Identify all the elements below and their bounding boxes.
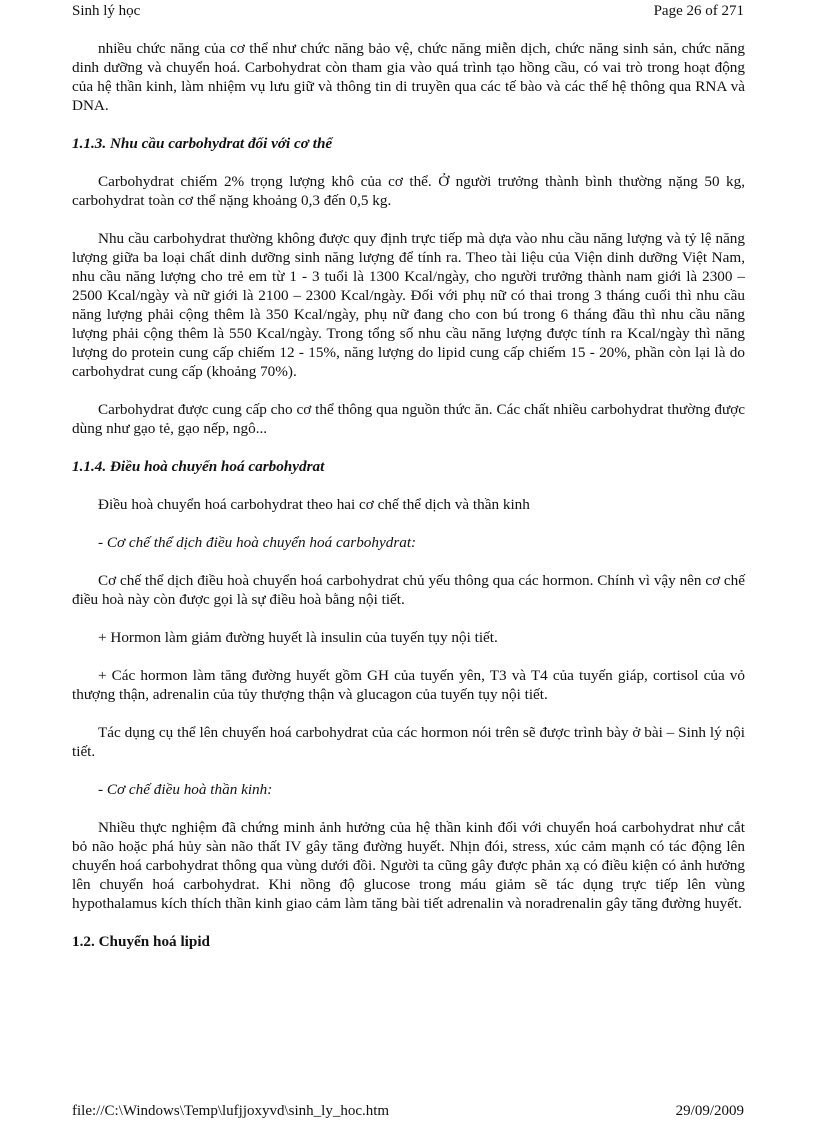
page-footer <box>72 1103 744 1123</box>
paragraph: Nhu cầu carbohydrat thường không được quy định trực tiếp mà dựa vào nhu cầu năng lượng và tỷ lệ năng lượng giữa ba loại chất dinh dưỡng sinh năng lượng để tính ra. Theo tài liệu của Viện dinh dưỡng Việt Nam, nhu cầu năng lượng cho trẻ em từ 1 - 3 tuổi là 1300 Kcal/ngày, cho người trưởng thành nam giới là 2300 – 2500 Kcal/ngày và nữ giới là 2100 – 2300 Kcal/ngày. Đối với phụ nữ có thai trong 3 tháng cuối thì nhu cầu năng lượng phải cộng thêm là 350 Kcal/ngày, phụ nữ đang cho con bú trong 6 tháng đầu thì nhu cầu năng lượng phải cộng thêm là 550 Kcal/ngày. Trong tổng số nhu cầu năng lượng được tính ra Kcal/ngày thì năng lượng do protein cung cấp chiếm 12 - 15%, năng lượng do lipid cung cấp chiếm 15 - 20%, phần còn lại là do carbohydrat cung cấp (khoảng 70%). <box>72 230 745 380</box>
paragraph: + Các hormon làm tăng đường huyết gồm GH của tuyến yên, T3 và T4 của tuyến giáp, cortisol của vỏ thượng thận, adrenalin của tủy thượng thận và glucagon của tuyến tụy nội tiết. <box>72 667 745 703</box>
paragraph: Carbohydrat được cung cấp cho cơ thể thông qua nguồn thức ăn. Các chất nhiều carbohydrat thường được dùng như gạo tẻ, gạo nếp, ngô... <box>72 401 745 437</box>
paragraph: nhiều chức năng của cơ thể như chức năng bảo vệ, chức năng miễn dịch, chức năng sinh sản, chức năng dinh dưỡng và chuyển hoá. Carbohydrat còn tham gia vào quá trình tạo hồng cầu, có vai trò trong hoạt động của hệ thần kinh, làm nhiệm vụ lưu giữ và thông tin di truyền qua các tế bào và các thế hệ thông qua RNA và DNA. <box>72 40 745 114</box>
paragraph: Cơ chế thể dịch điều hoà chuyển hoá carbohydrat chủ yếu thông qua các hormon. Chính vì vậy nên cơ chế điều hoà này còn được gọi là sự điều hoà bằng nội tiết. <box>72 572 745 608</box>
paragraph: Carbohydrat chiếm 2% trọng lượng khô của cơ thể. Ở người trưởng thành bình thường nặng 50 kg, carbohydrat toàn cơ thể nặng khoảng 0,3 đến 0,5 kg. <box>72 173 745 209</box>
file-path: file://C:\Windows\Temp\lufjjoxyvd\sinh_ly_hoc.htm <box>72 1103 390 1119</box>
paragraph: + Hormon làm giảm đường huyết là insulin của tuyến tụy nội tiết. <box>98 629 498 646</box>
page-number: Page 26 of 271 <box>653 3 744 19</box>
section-heading-1-1-4: 1.1.4. Điều hoà chuyển hoá carbohydrat <box>72 458 325 475</box>
page-header <box>72 3 744 25</box>
section-heading-1-2: 1.2. Chuyển hoá lipid <box>72 933 211 950</box>
paragraph: Điều hoà chuyển hoá carbohydrat theo hai cơ chế thể dịch và thần kinh <box>98 496 530 513</box>
paragraph: Tác dụng cụ thể lên chuyển hoá carbohydrat của các hormon nói trên sẽ được trình bày ở bài – Sinh lý nội tiết. <box>72 724 745 760</box>
subheading-humoral: - Cơ chế thể dịch điều hoà chuyển hoá carbohydrat: <box>98 534 417 551</box>
subheading-nervous: - Cơ chế điều hoà thần kinh: <box>98 781 273 798</box>
section-heading-1-1-3: 1.1.3. Nhu cầu carbohydrat đối với cơ thể <box>72 135 333 152</box>
paragraph: Nhiều thực nghiệm đã chứng minh ảnh hưởng của hệ thần kinh đối với chuyển hoá carbohydrat như cắt bỏ não hoặc phá hủy sàn não thất IV gây tăng đường huyết. Nhịn đói, stress, xúc cảm mạnh có tác động lên chuyển hoá carbohydrat thông qua vùng dưới đồi. Người ta cũng gây được phản xạ có điều kiện có ảnh hưởng lên chuyển hoá carbohydrat. Khi nồng độ glucose trong máu giảm sẽ tác dụng trực tiếp lên vùng hypothalamus kích thích thần kinh giao cảm làm tăng bài tiết adrenalin và noradrenalin gây tăng đường huyết. <box>72 819 745 912</box>
document-body <box>72 39 745 970</box>
document-title: Sinh lý học <box>72 3 141 19</box>
print-date: 29/09/2009 <box>675 1103 744 1119</box>
